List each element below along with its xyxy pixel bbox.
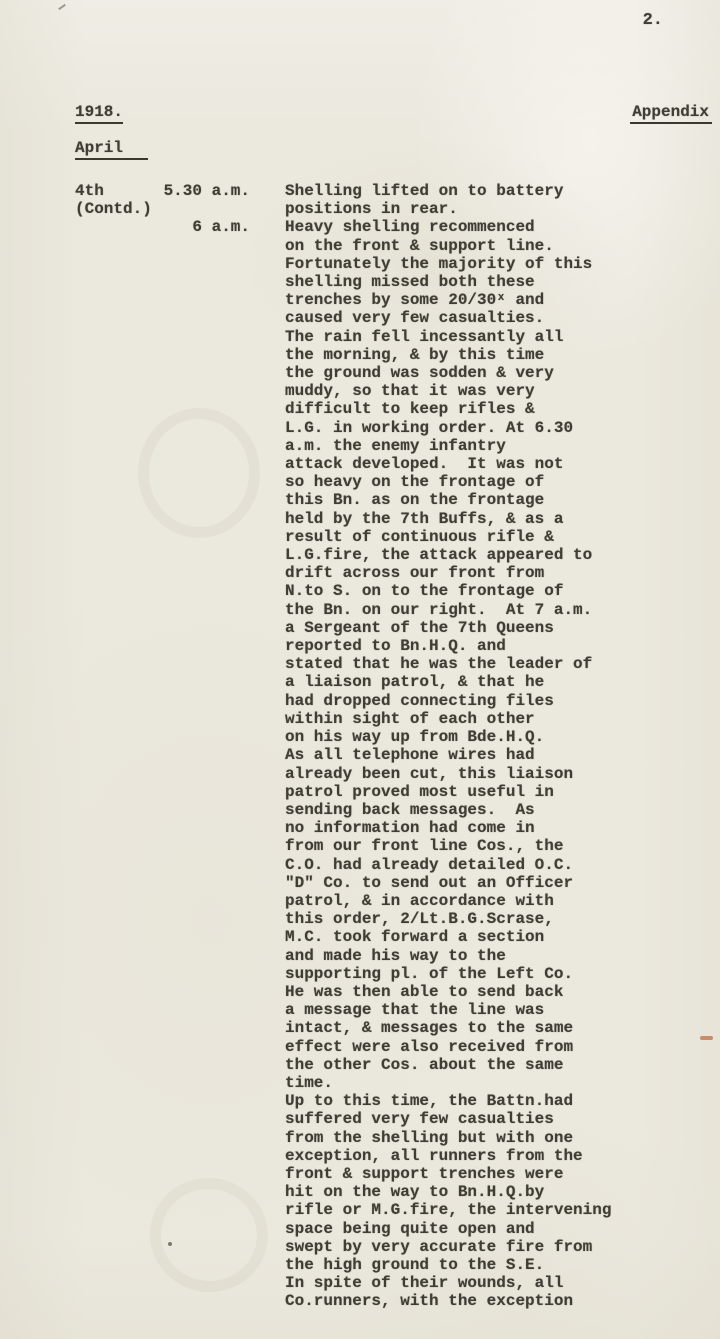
- text-line: the high ground to the S.E.: [285, 1255, 545, 1274]
- text-line: C.O. had already detailed O.C.: [285, 855, 574, 874]
- text-line: As all telephone wires had: [285, 746, 535, 765]
- text-line: patrol proved most useful in: [285, 782, 554, 801]
- text-line: effect were also received from: [285, 1037, 574, 1056]
- text-line: exception, all runners from the: [285, 1146, 583, 1165]
- text-line: the Bn. on our right. At 7 a.m.: [285, 600, 593, 619]
- entry-text: [250, 182, 710, 218]
- text-line: trenches by some 20/30ˣ and: [285, 291, 545, 310]
- text-line: He was then able to send back: [285, 982, 564, 1001]
- text-line: this Bn. as on the frontage: [285, 491, 545, 510]
- diary-entry: [75, 182, 710, 218]
- text-line: Up to this time, the Battn.had: [285, 1092, 574, 1111]
- text-line: positions in rear.: [285, 200, 458, 219]
- text-line: attack developed. It was not: [285, 455, 564, 474]
- text-line: had dropped connecting files: [285, 691, 554, 710]
- text-line: sending back messages. As: [285, 800, 535, 819]
- text-line: In spite of their wounds, all: [285, 1274, 564, 1293]
- text-line: on the front & support line.: [285, 236, 554, 255]
- diary-entry: [75, 218, 710, 1310]
- text-line: "D" Co. to send out an Officer: [285, 873, 574, 892]
- text-line: supporting pl. of the Left Co.: [285, 964, 574, 983]
- text-line: L.G. in working order. At 6.30: [285, 418, 574, 437]
- text-line: difficult to keep rifles &: [285, 400, 535, 419]
- text-line: a Sergeant of the 7th Queens: [285, 618, 554, 637]
- text-line: this order, 2/Lt.B.G.Scrase,: [285, 910, 554, 929]
- diary-entries: [75, 182, 710, 1311]
- text-line: stated that he was the leader of: [285, 655, 593, 674]
- text-line: a message that the line was: [285, 1001, 545, 1020]
- text-line: time.: [285, 1073, 334, 1092]
- entry-text: [250, 218, 710, 1310]
- text-line: The rain fell incessantly all: [285, 327, 564, 346]
- text-line: on his way up from Bde.H.Q.: [285, 728, 545, 747]
- text-line: no information had come in: [285, 819, 535, 838]
- text-line: L.G.fire, the attack appeared to: [285, 546, 593, 565]
- text-line: a.m. the enemy infantry: [285, 436, 506, 455]
- text-line: result of continuous rifle &: [285, 527, 554, 546]
- text-line: the other Cos. about the same: [285, 1055, 564, 1074]
- text-line: space being quite open and: [285, 1219, 535, 1238]
- entry-time: 6 a.m.: [192, 218, 250, 237]
- entry-time: 5.30 a.m.: [163, 182, 250, 200]
- text-line: rifle or M.G.fire, the intervening: [285, 1201, 612, 1220]
- text-line: already been cut, this liaison: [285, 764, 574, 783]
- text-line: drift across our front from: [285, 564, 545, 583]
- text-line: muddy, so that it was very: [285, 382, 535, 401]
- text-line: intact, & messages to the same: [285, 1019, 574, 1038]
- text-line: Heavy shelling recommenced: [285, 218, 535, 237]
- text-line: Shelling lifted on to battery: [285, 182, 564, 200]
- month-row: [75, 139, 148, 160]
- entry-date: [75, 182, 160, 218]
- text-line: and made his way to the: [285, 946, 506, 965]
- text-line: Co.runners, with the exception: [285, 1292, 574, 1311]
- text-line: caused very few casualties.: [285, 309, 545, 328]
- text-line: reported to Bn.H.Q. and: [285, 637, 506, 656]
- year-heading: 1918.: [75, 103, 123, 124]
- entry-date-day: 4th: [75, 182, 104, 200]
- text-line: M.C. took forward a section: [285, 928, 545, 947]
- text-line: a liaison patrol, & that he: [285, 673, 545, 692]
- appendix-label: Appendix: [630, 103, 712, 124]
- text-line: N.to S. on to the frontage of: [285, 582, 564, 601]
- page-header: [75, 103, 712, 124]
- text-line: within sight of each other: [285, 709, 535, 728]
- text-line: patrol, & in accordance with: [285, 891, 554, 910]
- text-line: swept by very accurate fire from: [285, 1237, 593, 1256]
- text-line: from our front line Cos., the: [285, 837, 564, 856]
- text-line: the ground was sodden & very: [285, 364, 554, 383]
- text-line: shelling missed both these: [285, 273, 535, 292]
- text-line: from the shelling but with one: [285, 1128, 574, 1147]
- text-line: Fortunately the majority of this: [285, 254, 593, 273]
- page-number: 2.: [642, 11, 663, 30]
- text-line: suffered very few casualties: [285, 1110, 554, 1129]
- entry-date-contd: (Contd.): [75, 200, 152, 219]
- text-line: hit on the way to Bn.H.Q.by: [285, 1183, 545, 1202]
- corner-mark: [58, 4, 66, 10]
- text-line: the morning, & by this time: [285, 345, 545, 364]
- text-line: front & support trenches were: [285, 1164, 564, 1183]
- text-line: held by the 7th Buffs, & as a: [285, 509, 564, 528]
- month-heading: April: [75, 139, 148, 160]
- text-line: so heavy on the frontage of: [285, 473, 545, 492]
